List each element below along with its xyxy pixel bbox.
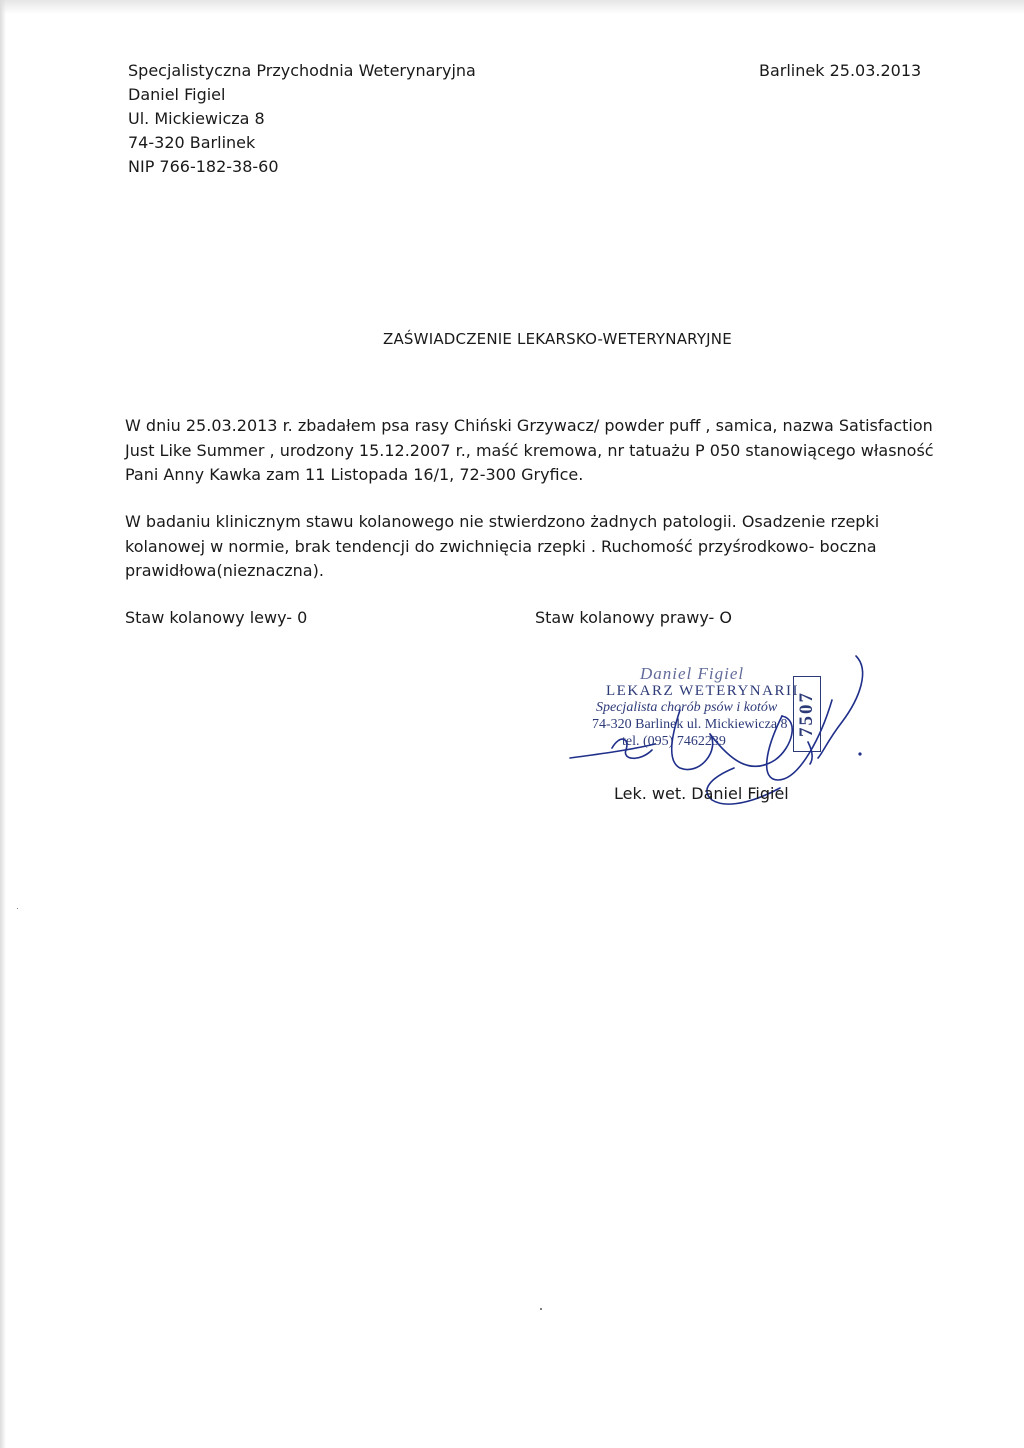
scan-top-edge <box>0 0 1024 14</box>
paragraph-line: Pani Anny Kawka zam 11 Listopada 16/1, 72-300 Gryfice. <box>125 465 584 484</box>
place-and-date: Barlinek 25.03.2013 <box>759 61 922 80</box>
stamp-role: LEKARZ WETERYNARII <box>606 683 799 699</box>
examination-paragraph <box>125 414 934 488</box>
sender-clinic-name: Specjalistyczna Przychodnia Weterynaryjna <box>128 61 476 80</box>
findings-paragraph <box>125 510 915 584</box>
knee-right-grade: Staw kolanowy prawy- O <box>535 608 732 627</box>
sender-street: Ul. Mickiewicza 8 <box>128 109 265 128</box>
document-title: ZAŚWIADCZENIE LEKARSKO-WETERYNARYJNE <box>383 330 732 348</box>
sender-person-name: Daniel Figiel <box>128 85 226 104</box>
scan-left-edge <box>0 0 6 1448</box>
scan-speck <box>540 1308 542 1310</box>
sender-address-block <box>128 59 476 179</box>
stamp-phone: tel. (095) 7462239 <box>622 734 726 749</box>
paragraph-line: W badaniu klinicznym stawu kolanowego nie stwierdzono żadnych patologii. Osadzenie rzepki <box>125 512 880 531</box>
paragraph-line: Just Like Summer , urodzony 15.12.2007 r., maść kremowa, nr tatuażu P 050 stanowiącego własność <box>125 440 934 460</box>
knee-left-grade: Staw kolanowy lewy- 0 <box>125 608 308 627</box>
sender-city: 74-320 Barlinek <box>128 133 256 152</box>
paragraph-line: prawidłowa(nieznaczna). <box>125 561 324 580</box>
sender-tax-id: NIP 766-182-38-60 <box>128 157 279 176</box>
scan-speck <box>17 908 18 909</box>
stamp-license-number: 7507 <box>796 691 817 737</box>
paragraph-line: W dniu 25.03.2013 r. zbadałem psa rasy Chiński Grzywacz/ powder puff , samica, nazwa Satisfaction <box>125 416 933 435</box>
paragraph-line: kolanowej w normie, brak tendencji do zwichnięcia rzepki . Ruchomość przyśrodkowo- boczna <box>125 536 877 556</box>
signatory-name: Lek. wet. Daniel Figiel <box>614 784 789 803</box>
stamp-name: Daniel Figiel <box>640 664 745 683</box>
stamp-address: 74-320 Barlinek ul. Mickiewicza 8 <box>592 717 788 732</box>
stamp-specialty: Specjalista chorób psów i kotów <box>596 700 778 715</box>
